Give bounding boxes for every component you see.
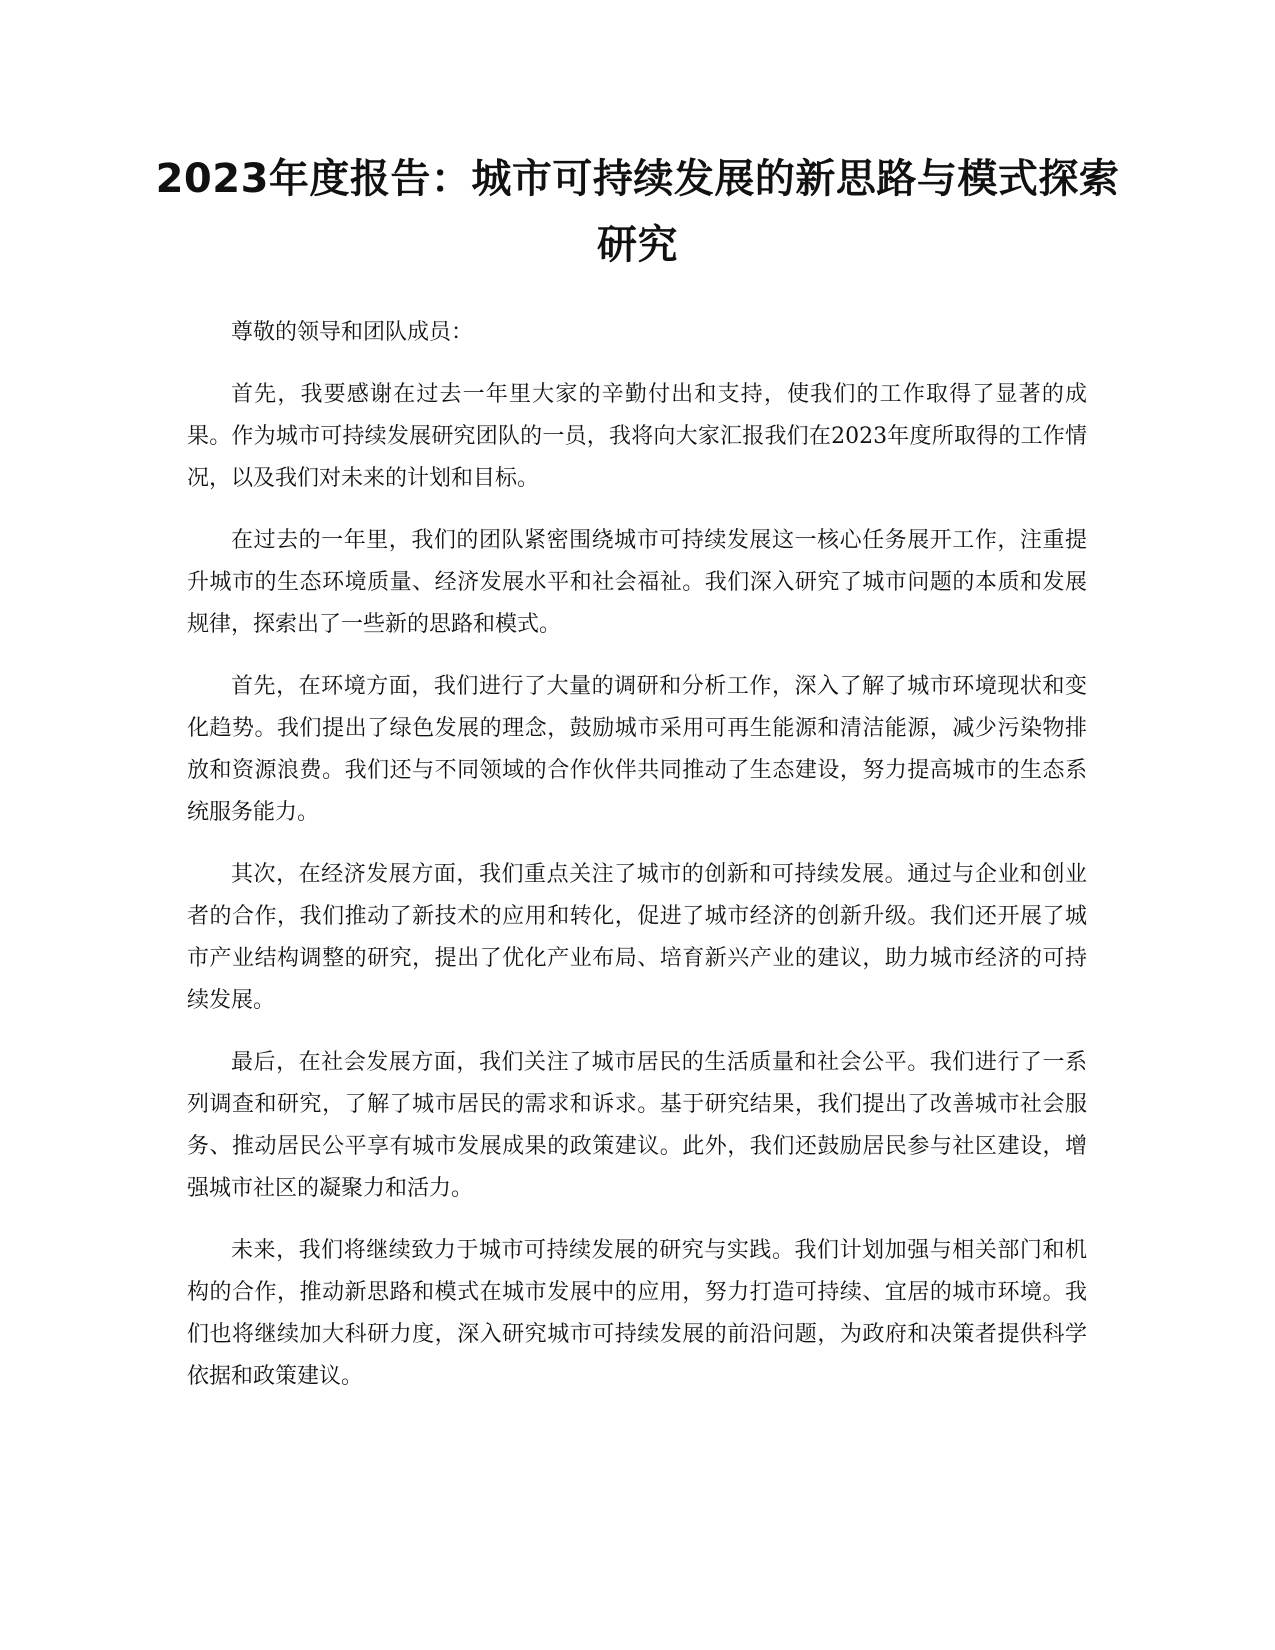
body-paragraph: 首先，我要感谢在过去一年里大家的辛勤付出和支持，使我们的工作取得了显著的成果。作为城市可持续发展研究团队的一员，我将向大家汇报我们在2023年度所取得的工作情况，以及我们对未来的计划和目标。 xyxy=(187,382,1087,491)
body-paragraph: 未来，我们将继续致力于城市可持续发展的研究与实践。我们计划加强与相关部门和机构的合作，推动新思路和模式在城市发展中的应用，努力打造可持续、宜居的城市环境。我们也将继续加大科研力度，深入研究城市可持续发展的前沿问题，为政府和决策者提供科学依据和政策建议。 xyxy=(187,1238,1087,1389)
body-paragraph: 最后，在社会发展方面，我们关注了城市居民的生活质量和社会公平。我们进行了一系列调查和研究，了解了城市居民的需求和诉求。基于研究结果，我们提出了改善城市社会服务、推动居民公平享有城市发展成果的政策建议。此外，我们还鼓励居民参与社区建设，增强城市社区的凝聚力和活力。 xyxy=(187,1050,1087,1201)
body-paragraph: 首先，在环境方面，我们进行了大量的调研和分析工作，深入了解了城市环境现状和变化趋势。我们提出了绿色发展的理念，鼓励城市采用可再生能源和清洁能源，减少污染物排放和资源浪费。我们还与不同领域的合作伙伴共同推动了生态建设，努力提高城市的生态系统服务能力。 xyxy=(187,674,1087,825)
document-title: 2023年度报告：城市可持续发展的新思路与模式探索研究 xyxy=(155,156,1120,268)
body-paragraph: 其次，在经济发展方面，我们重点关注了城市的创新和可持续发展。通过与企业和创业者的合作，我们推动了新技术的应用和转化，促进了城市经济的创新升级。我们还开展了城市产业结构调整的研究，提出了优化产业布局、培育新兴产业的建议，助力城市经济的可持续发展。 xyxy=(187,862,1087,1013)
salutation-paragraph: 尊敬的领导和团队成员： xyxy=(231,320,474,345)
body-paragraph: 在过去的一年里，我们的团队紧密围绕城市可持续发展这一核心任务展开工作，注重提升城市的生态环境质量、经济发展水平和社会福祉。我们深入研究了城市问题的本质和发展规律，探索出了一些新的思路和模式。 xyxy=(187,528,1087,637)
document-body xyxy=(187,312,1087,1418)
